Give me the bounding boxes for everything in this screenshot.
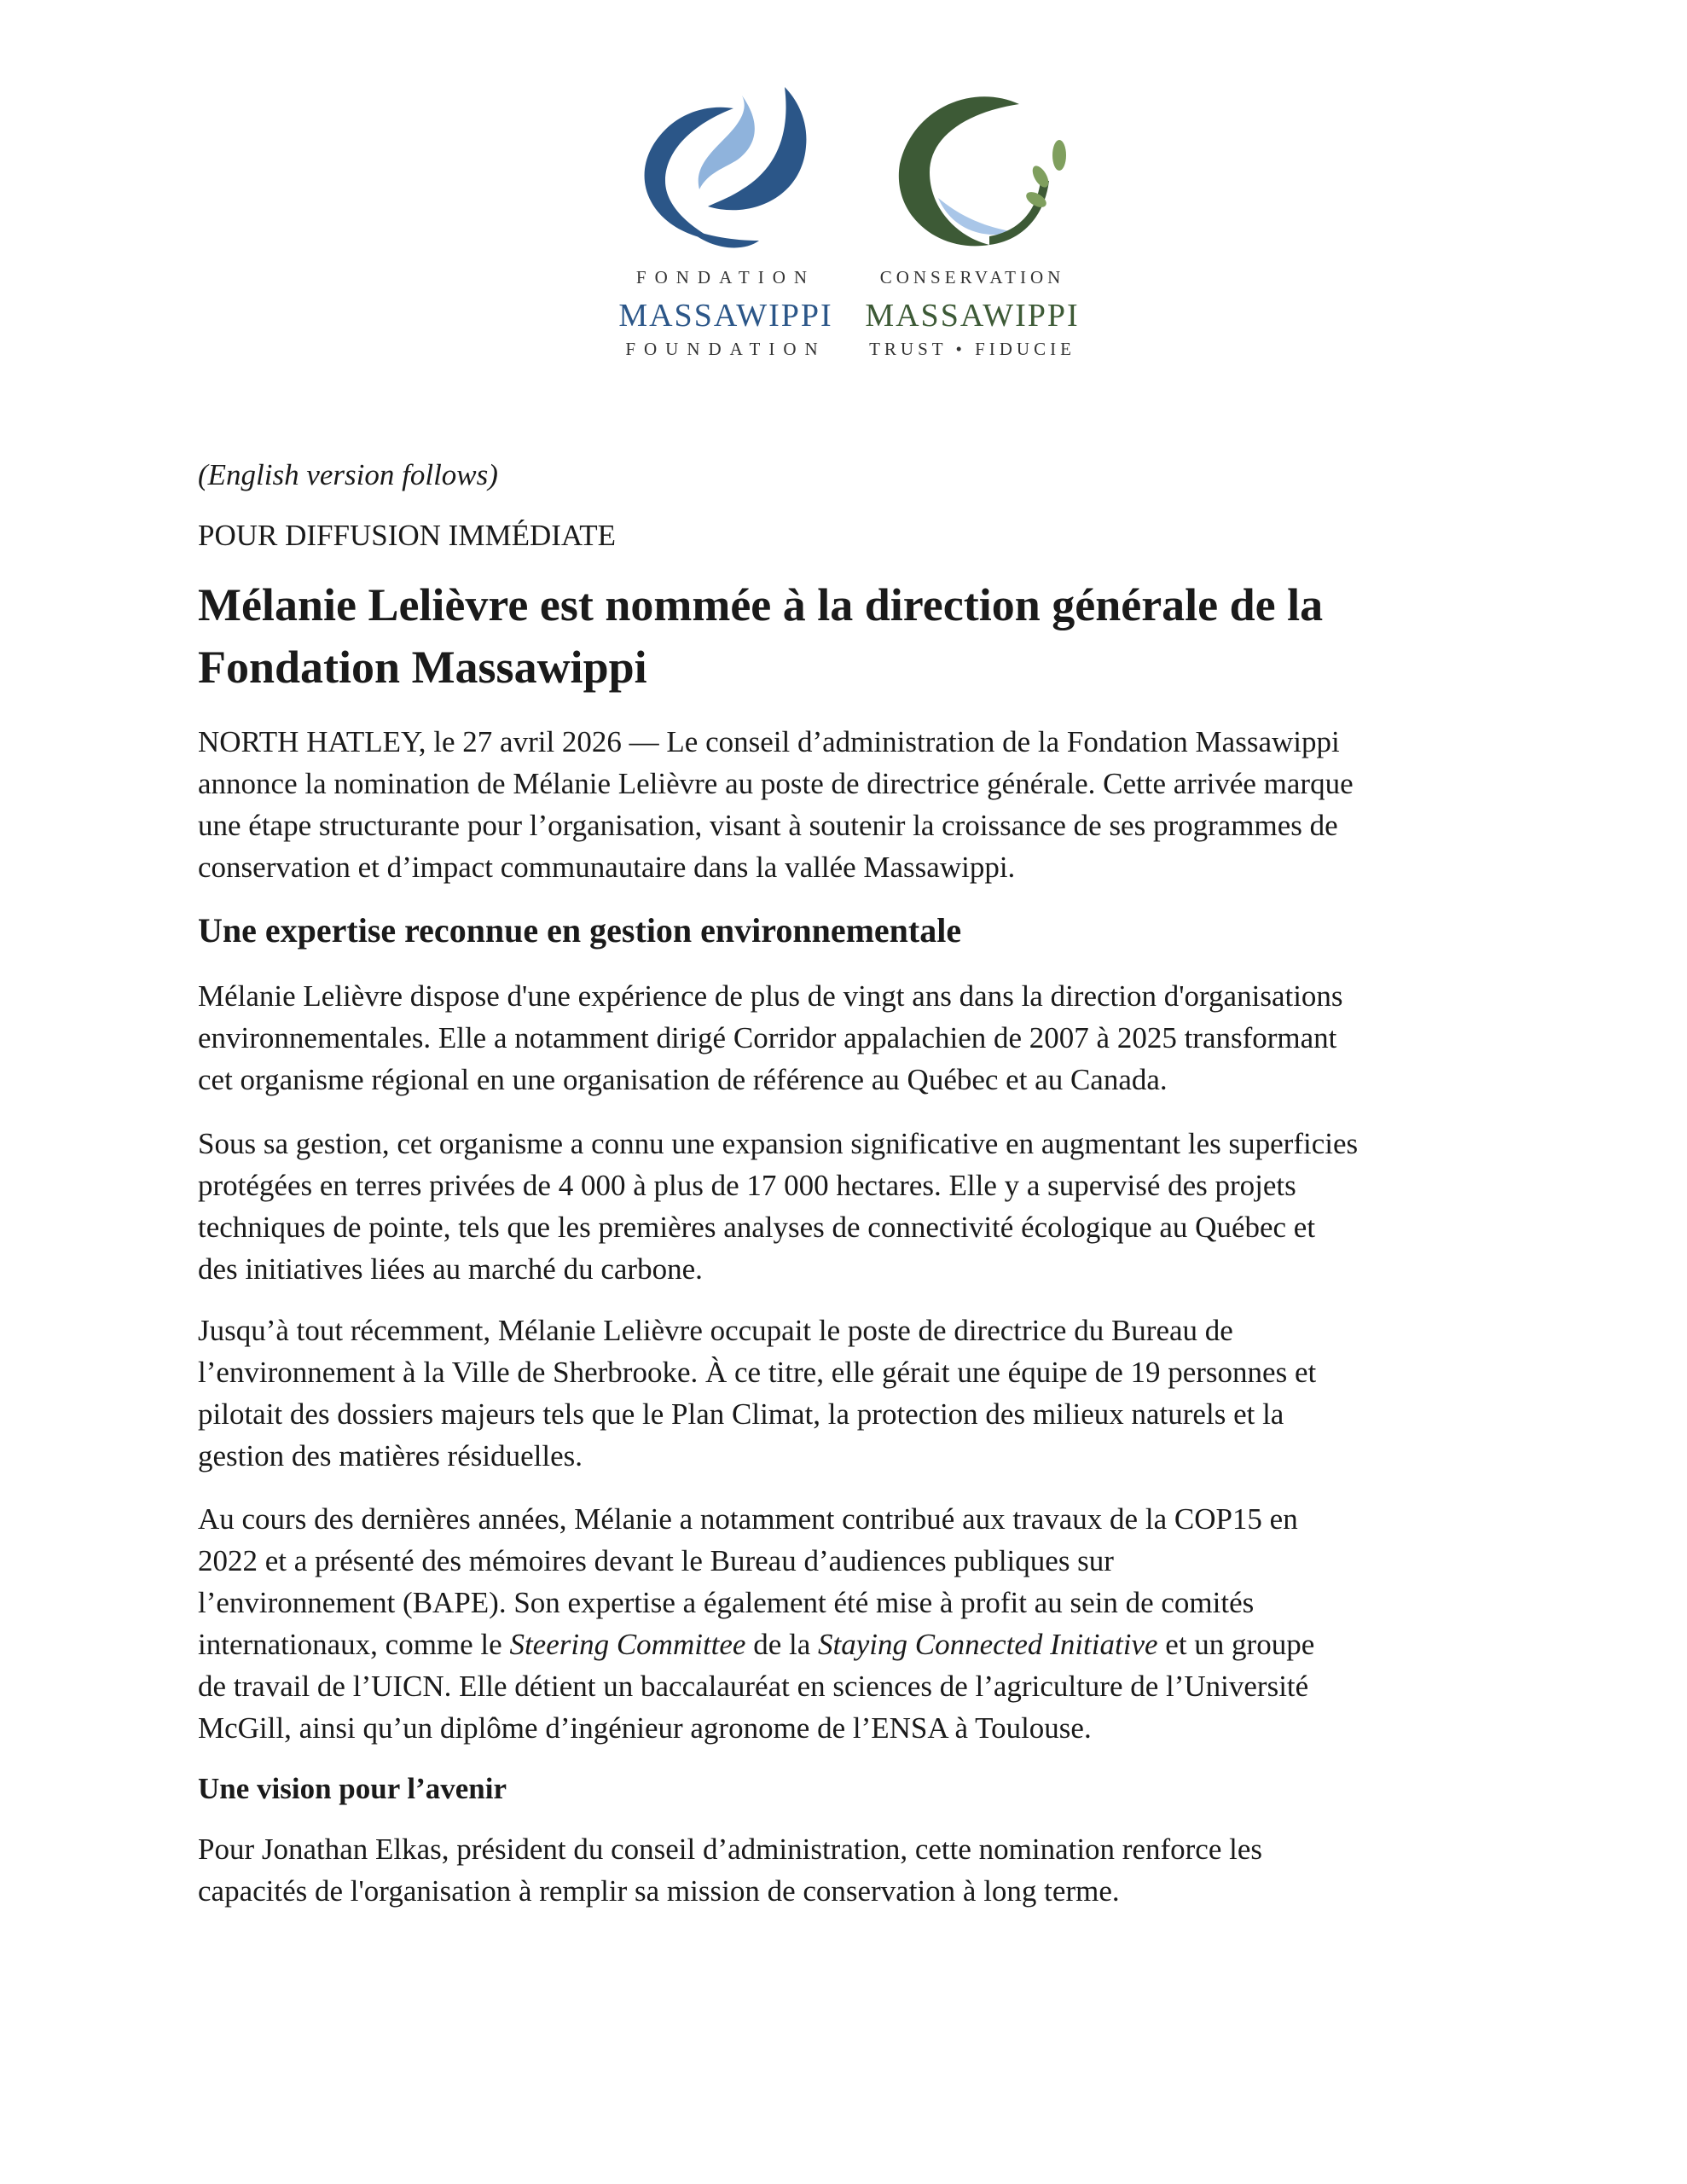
subheading-vision <box>198 1768 1528 1809</box>
text-line: l’environnement (BAPE). Son expertise a également été mise à profit au sein de comités <box>198 1586 1255 1619</box>
text-segment: et un groupe <box>1157 1628 1315 1661</box>
release-text: POUR DIFFUSION IMMÉDIATE <box>198 519 617 552</box>
subheading-expertise <box>198 909 1528 952</box>
text-line: Fondation Massawippi <box>198 642 647 693</box>
text-line: une étape structurante pour l’organisation, visant à soutenir la croissance de ses programmes de <box>198 809 1338 842</box>
release-label <box>198 514 1528 556</box>
text-line: Sous sa gestion, cet organisme a connu une expansion significative en augmentant les superficies <box>198 1127 1359 1160</box>
fondation-massawippi-logo <box>614 78 836 270</box>
p5-line-italics <box>198 1623 1528 1665</box>
p5-lines <box>198 1498 1528 1623</box>
text-segment: internationaux, comme le <box>198 1628 510 1661</box>
text-line: de travail de l’UICN. Elle détient un baccalauréat en sciences de l’agriculture de l’Université <box>198 1670 1309 1703</box>
text-line: l’environnement à la Ville de Sherbrooke. À ce titre, elle gérait une équipe de 19 personnes et <box>198 1356 1317 1389</box>
text-line: McGill, ainsi qu’un diplôme d’ingénieur agronome de l’ENSA à Toulouse. <box>198 1711 1092 1745</box>
text-line: Jusqu’à tout récemment, Mélanie Lelièvre occupait le poste de directrice du Bureau de <box>198 1314 1233 1347</box>
text-segment: de la <box>745 1628 819 1661</box>
staying-connected-italic: Staying Connected Initiative <box>818 1628 1158 1661</box>
text-line: Pour Jonathan Elkas, président du conseil d’administration, cette nomination renforce les <box>198 1833 1263 1866</box>
text-line: environnementales. Elle a notamment dirigé Corridor appalachien de 2007 à 2025 transformant <box>198 1021 1337 1054</box>
text-line: Mélanie Lelièvre est nommée à la direction générale de la <box>198 579 1324 630</box>
text-line: conservation et d’impact communautaire dans la vallée Massawippi. <box>198 851 1016 884</box>
text-line: pilotait des dossiers majeurs tels que le Plan Climat, la protection des milieux naturels et la <box>198 1397 1284 1431</box>
text-line: NORTH HATLEY, le 27 avril 2026 — Le conseil d’administration de la Fondation Massawippi <box>198 725 1340 758</box>
text-line: annonce la nomination de Mélanie Lelièvre au poste de directrice générale. Cette arrivée marque <box>198 767 1354 800</box>
paragraph-experience <box>198 975 1528 1101</box>
text-line: cet organisme régional en une organisation de référence au Québec et au Canada. <box>198 1063 1168 1096</box>
text-line: gestion des matières résiduelles. <box>198 1439 583 1472</box>
text-line: des initiatives liées au marché du carbone. <box>198 1252 703 1286</box>
logo-right-line1: CONSERVATION <box>879 267 1065 288</box>
feather-logo-icon <box>614 78 836 266</box>
paragraph-intro <box>198 721 1528 888</box>
english-note-text: (English version follows) <box>198 458 498 491</box>
paragraph-president <box>198 1828 1528 1912</box>
logo-right-line3: TRUST • FIDUCIE <box>869 339 1075 359</box>
english-version-note <box>198 454 1528 496</box>
text-line: protégées en terres privées de 4 000 à plus de 17 000 hectares. Elle y a supervisé des projets <box>198 1169 1296 1202</box>
conservation-massawippi-logo <box>870 78 1092 270</box>
logo-left-line3: FOUNDATION <box>625 339 826 359</box>
p5-rest-lines <box>198 1665 1528 1749</box>
text-line: Mélanie Lelièvre dispose d'une expérience de plus de vingt ans dans la direction d'organisations <box>198 979 1343 1013</box>
text-line: techniques de pointe, tels que les premières analyses de connectivité écologique au Québec et <box>198 1211 1316 1244</box>
text-line: 2022 et a présenté des mémoires devant le Bureau d’audiences publiques sur <box>198 1544 1114 1577</box>
page-title <box>198 574 1528 699</box>
text-line: Au cours des dernières années, Mélanie a notamment contribué aux travaux de la COP15 en <box>198 1502 1298 1536</box>
paragraph-recent-years <box>198 1498 1528 1749</box>
paragraph-sherbrooke <box>198 1310 1528 1477</box>
subheading-text: Une vision pour l’avenir <box>198 1772 507 1805</box>
paragraph-management <box>198 1123 1528 1290</box>
subheading-text: Une expertise reconnue en gestion environnementale <box>198 911 962 950</box>
steering-committee-italic: Steering Committee <box>509 1628 746 1661</box>
text-line: capacités de l'organisation à remplir sa mission de conservation à long terme. <box>198 1874 1120 1908</box>
logo-left-line1: FONDATION <box>635 267 816 288</box>
logo-left-line2: MASSAWIPPI <box>618 298 833 334</box>
logo-right-line2: MASSAWIPPI <box>865 298 1080 334</box>
feather-circle-logo-icon <box>870 78 1092 266</box>
